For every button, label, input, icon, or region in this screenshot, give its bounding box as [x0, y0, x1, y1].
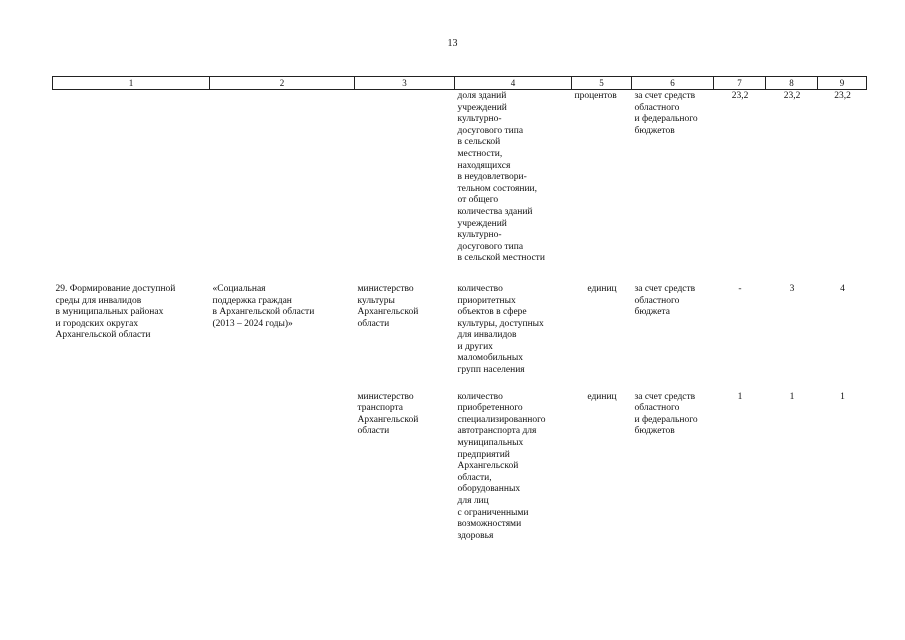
table-row	[53, 90, 867, 265]
cell-indicator: количество приоритетных объектов в сфере культуры, доступных для инвалидов и других маломобильных групп населения	[457, 283, 544, 376]
program-table	[52, 76, 867, 542]
column-number-5: 5	[572, 77, 632, 90]
cell-funding-source: за счет средств областного бюджета	[634, 283, 696, 318]
row-spacer	[53, 265, 867, 283]
table-row	[53, 283, 867, 377]
cell-executor	[355, 90, 455, 265]
cell-program: «Социальная поддержка граждан в Архангельской области (2013 – 2024 годы)»	[212, 283, 315, 329]
column-number-7: 7	[714, 77, 766, 90]
cell-unit: процентов	[574, 91, 617, 101]
cell-funding-source: за счет средств областного и федерального бюджетов	[634, 91, 698, 136]
cell-value-col9: 4	[840, 283, 845, 294]
cell-activity	[53, 391, 210, 543]
column-number-row	[53, 77, 867, 90]
cell-value-col8: 1	[789, 391, 795, 402]
cell-value-col9: 1	[840, 391, 845, 402]
column-number-8: 8	[766, 77, 818, 90]
cell-funding-source: за счет средств областного и федерального бюджетов	[634, 391, 698, 437]
cell-activity: 29. Формирование доступной среды для инвалидов в муниципальных районах и городских округах Архангельской области	[55, 283, 176, 341]
cell-indicator: количество приобретенного специализированного автотранспорта для муниципальных предприятий Архангельской области, оборудованных для лиц с ограниченными возможностями здоровья	[457, 391, 546, 541]
cell-executor: министерство культуры Архангельской области	[357, 283, 419, 329]
column-number-2: 2	[210, 77, 355, 90]
cell-activity	[53, 90, 210, 265]
cell-program	[210, 391, 355, 543]
cell-unit: единиц	[587, 391, 617, 402]
row-spacer	[53, 377, 867, 391]
cell-value-col9: 23,2	[834, 91, 851, 101]
cell-value-col7: -	[738, 283, 742, 294]
cell-value-col8: 23,2	[783, 91, 801, 101]
cell-value-col7: 23,2	[731, 91, 749, 101]
column-number-1: 1	[53, 77, 210, 90]
cell-program	[210, 90, 355, 265]
cell-indicator: доля зданий учреждений культурно- досугового типа в сельской местности, находящихся в неудовлетвори- тельном состоянии, от общего количества зданий учреждений культурно- досугового типа в сельской местности	[457, 91, 545, 264]
table-row	[53, 391, 867, 543]
cell-unit: единиц	[587, 283, 617, 294]
cell-executor: министерство транспорта Архангельской области	[357, 391, 419, 437]
column-number-6: 6	[632, 77, 714, 90]
cell-value-col7: 1	[737, 391, 743, 402]
column-number-4: 4	[455, 77, 572, 90]
column-number-9: 9	[818, 77, 867, 90]
column-number-3: 3	[355, 77, 455, 90]
page-number: 13	[447, 38, 458, 49]
cell-value-col8: 3	[789, 283, 795, 294]
